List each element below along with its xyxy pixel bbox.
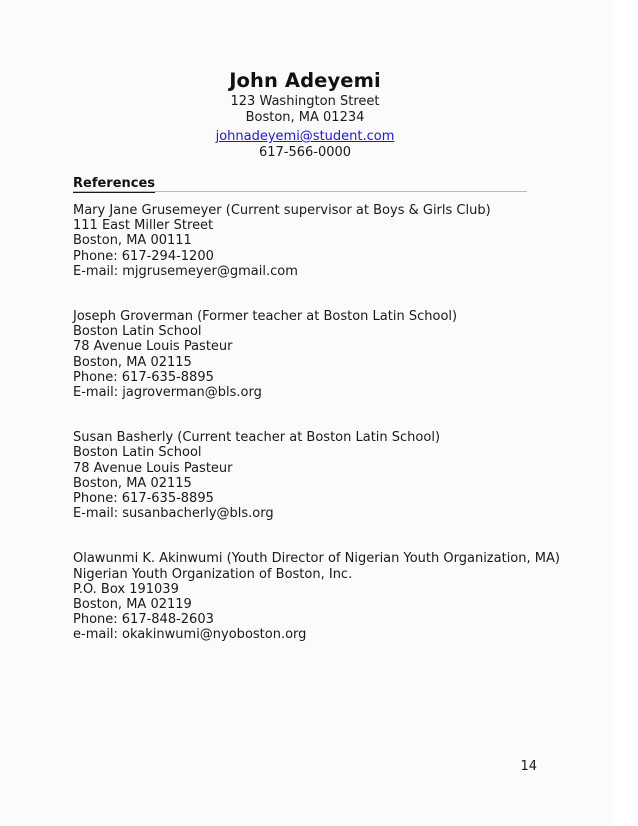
reference-entry [73,309,543,400]
reference-detail-line: e-mail: okakinwumi@nyoboston.org [73,627,307,643]
reference-entry [73,430,543,521]
reference-entry [73,203,543,279]
reference-detail-line: E-mail: jagroverman@bls.org [73,385,262,401]
reference-detail-line: 78 Avenue Louis Pasteur [73,460,233,476]
reference-detail-line: 111 East Miller Street [73,218,214,234]
reference-detail-line: Boston Latin School [73,445,202,461]
reference-detail-line: Boston, MA 02115 [73,354,192,370]
reference-detail-line: Phone: 617-635-8895 [73,369,214,385]
contact-street: 123 Washington Street [230,94,380,109]
reference-detail-line: E-mail: mjgrusemeyer@gmail.com [73,263,298,279]
contact-phone: 617-566-0000 [258,144,352,160]
page-right-margin-edge [613,0,638,826]
section-divider-rule [73,191,527,192]
reference-detail-line: Nigerian Youth Organization of Boston, Inc. [73,566,353,582]
section-title-references: References [73,176,156,191]
page-number: 14 [520,759,537,774]
reference-entry [73,551,560,643]
reference-name-role: Susan Basherly (Current teacher at Boston Latin School) [73,430,441,446]
reference-detail-line: Phone: 617-848-2603 [73,612,214,628]
reference-detail-line: P.O. Box 191039 [73,581,179,597]
reference-detail-line: Phone: 617-635-8895 [73,491,214,507]
reference-detail-line: Boston, MA 00111 [73,233,192,249]
reference-name-role: Mary Jane Grusemeyer (Current supervisor at Boys & Girls Club) [73,203,491,218]
contact-header [73,70,537,160]
contact-city-state-zip: Boston, MA 01234 [245,109,365,125]
reference-detail-line: Boston, MA 02115 [73,475,192,491]
reference-detail-line: Boston, MA 02119 [73,597,192,613]
contact-email-line [73,125,537,145]
reference-name-role: Joseph Groverman (Former teacher at Boston Latin School) [73,309,458,325]
reference-detail-line: 78 Avenue Louis Pasteur [73,339,233,355]
reference-detail-line: Phone: 617-294-1200 [73,248,214,264]
page-title: John Adeyemi [229,69,381,92]
contact-email-link[interactable]: johnadeyemi@student.com [215,129,395,144]
references-list [73,203,560,643]
reference-name-role: Olawunmi K. Akinwumi (Youth Director of Nigerian Youth Organization, MA) [73,551,560,567]
reference-detail-line: Boston Latin School [73,324,202,340]
reference-detail-line: E-mail: susanbacherly@bls.org [73,506,274,522]
references-section-header [73,172,527,193]
